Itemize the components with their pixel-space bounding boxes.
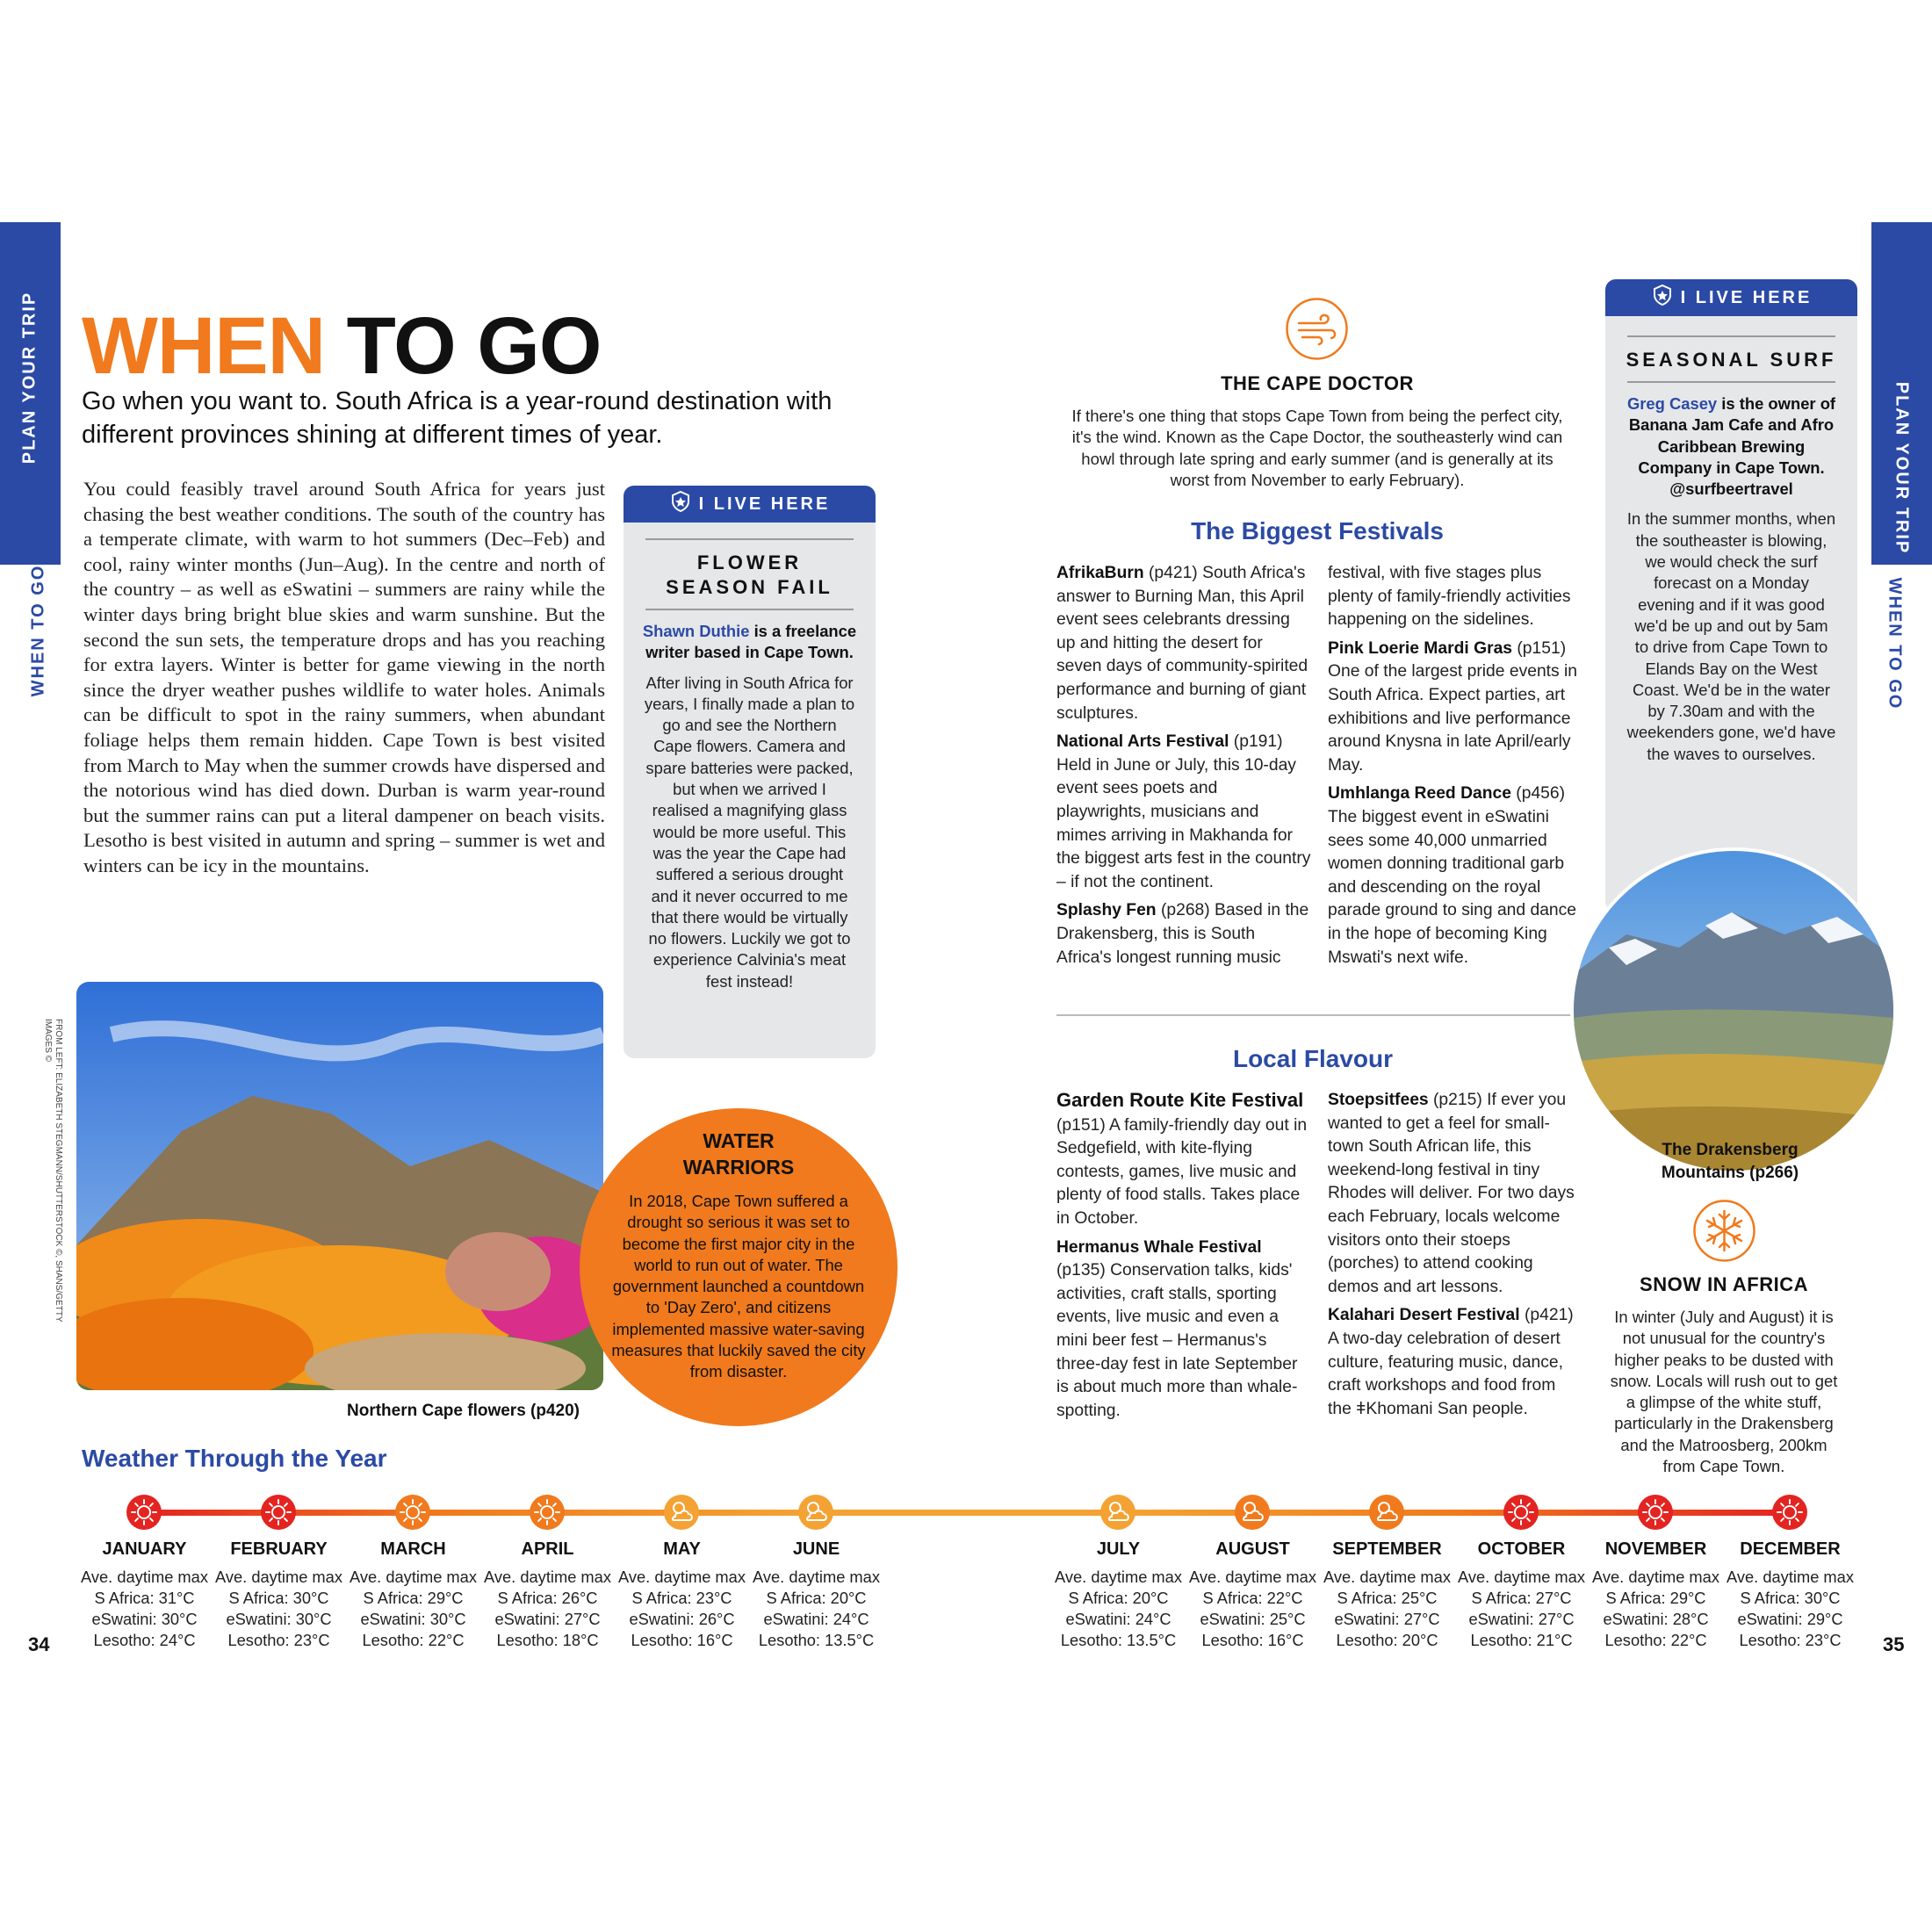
month-name: MARCH — [380, 1539, 446, 1559]
intro-text: Go when you want to. South Africa is a year-round destination with different provinces shining at different times of year. — [82, 387, 833, 449]
surf-box-title: SEASONAL SURF — [1626, 349, 1837, 371]
weather-month-july — [1055, 1539, 1182, 1651]
title-when: WHEN — [82, 301, 326, 391]
month-temp-line: Lesotho: 22°C — [362, 1631, 465, 1649]
month-name: FEBRUARY — [230, 1539, 328, 1559]
month-temp-line: Lesotho: 13.5°C — [758, 1631, 875, 1649]
month-temp-line: Ave. daytime max — [1592, 1568, 1719, 1586]
month-temp-line: S Africa: 31°C — [94, 1589, 195, 1607]
month-temp-line: eSwatini: 25°C — [1200, 1610, 1306, 1628]
month-temp-line: Ave. daytime max — [350, 1568, 477, 1586]
month-temp-line: eSwatini: 30°C — [91, 1610, 198, 1628]
weather-month-april — [484, 1539, 611, 1651]
month-name: OCTOBER — [1477, 1539, 1566, 1559]
shield-star-icon — [669, 490, 692, 518]
festivals-column-2 — [1328, 562, 1582, 975]
page-number-left: 34 — [28, 1633, 50, 1655]
month-temp-line: S Africa: 25°C — [1337, 1589, 1438, 1607]
month-temp-line: Ave. daytime max — [81, 1568, 208, 1586]
flower-box-title-line2: SEASON FAIL — [666, 576, 833, 598]
month-temp-line: Lesotho: 24°C — [93, 1631, 196, 1649]
surf-box-author — [1626, 393, 1836, 500]
cape-doctor-title: THE CAPE DOCTOR — [1221, 372, 1414, 394]
month-temp-line: S Africa: 27°C — [1471, 1589, 1572, 1607]
snowflake-icon — [1692, 1199, 1756, 1263]
weather-month-may — [618, 1539, 746, 1651]
sun-icon — [530, 1495, 565, 1530]
month-temp-line: Lesotho: 16°C — [1201, 1631, 1304, 1649]
water-warriors-title — [580, 1128, 898, 1180]
month-temp-line: Ave. daytime max — [1055, 1568, 1182, 1586]
month-temp-line: Lesotho: 13.5°C — [1060, 1631, 1177, 1649]
local-flavour-heading: Local Flavour — [1232, 1045, 1394, 1072]
festival-stoepsitfees: Stoepsitfees (p215) If ever you wanted to get a feel for small-town South African life, this weekend-long festival in tiny Rhodes will deliver. For two days each February, locals welcome visitors onto their stoeps (porches) to attend cooking demos and art lessons. — [1328, 1091, 1575, 1296]
month-temp-line: eSwatini: 28°C — [1603, 1610, 1709, 1628]
weather-month-june — [753, 1539, 880, 1651]
festival-hermanus-whale: Hermanus Whale Festival (p135) Conservation talks, kids' activities, craft stalls, sporting events, live music and even a mini beer fest – Hermanus's three-day fest in late September is about much more than whale-spotting. — [1056, 1237, 1298, 1420]
month-temp-line: eSwatini: 27°C — [494, 1610, 601, 1628]
month-name: MAY — [663, 1539, 701, 1559]
weather-month-october — [1458, 1539, 1585, 1651]
month-temp-line: Lesotho: 20°C — [1336, 1631, 1438, 1649]
sun-icon — [395, 1495, 430, 1530]
month-name: JULY — [1096, 1539, 1141, 1559]
flower-box-title — [624, 551, 876, 600]
weather-month-february — [215, 1539, 342, 1651]
festival-kalahari-desert: Kalahari Desert Festival (p421) A two-day celebration of desert culture, featuring music, dance, craft workshops and food from the ǂKhomani San people. — [1328, 1306, 1574, 1418]
month-temp-line: S Africa: 23°C — [631, 1589, 732, 1607]
weather-month-march — [350, 1539, 477, 1651]
month-temp-line: Lesotho: 23°C — [227, 1631, 330, 1649]
sun-icon — [261, 1495, 296, 1530]
month-temp-line: Lesotho: 16°C — [631, 1631, 733, 1649]
main-body-text: You could feasibly travel around South Africa for years just chasing the best weather conditions. The south of the country has a temperate climate, with warm to hot summers (Dec–Feb) and cool, rainy winter months (Jun–Aug). In the centre and north of the country – as well as eSwatini – summers are rainy while the winter days bring bright blue skies and warm sunshine. But the second the sun sets, the temperature drops and has you reaching for extra layers. Winter is better for game viewing in the north since the dryer weather pushes wildlife to water holes. Animals can be difficult to spot in the rainy summers, when abundant foliage helps them remain hidden. Cape Town is best visited from March to May when the summer crowds have dispersed and the notorious wind has died down. Durban is warm year-round but the summer rains can put a literal dampener on beach visits. Lesotho is best visited in autumn and spring – summer is wet and winters can be icy in the mountains. — [83, 478, 605, 876]
month-temp-line: Ave. daytime max — [215, 1568, 342, 1586]
surf-box-text: In the summer months, when the southeaster is blowing, we would check the surf forecast on a Monday evening and if it was good we'd be up and out by 5am to drive from Cape Town to Elands Bay on the West Coast. We'd be in the water by 7.30am and with the weekenders gone, we'd have the waves to ourselves. — [1626, 509, 1836, 763]
section-divider — [1056, 1014, 1583, 1016]
snow-title: SNOW IN AFRICA — [1640, 1273, 1808, 1295]
author-bio: is a freelance writer based in Cape Town. — [645, 622, 857, 662]
seasonal-surf-box — [1605, 279, 1857, 912]
wind-icon — [1285, 297, 1349, 361]
month-temp-line: eSwatini: 30°C — [360, 1610, 466, 1628]
month-temp-line: Ave. daytime max — [1458, 1568, 1585, 1586]
month-temp-line: S Africa: 30°C — [1740, 1589, 1841, 1607]
weather-month-january — [81, 1539, 208, 1651]
month-temp-line: eSwatini: 24°C — [763, 1610, 869, 1628]
sun-icon — [1503, 1495, 1539, 1530]
cloud-sun-icon — [1235, 1495, 1270, 1530]
month-temp-line: Ave. daytime max — [618, 1568, 746, 1586]
festival-national-arts: National Arts Festival (p191) Held in June or July, this 10-day event sees poets and playwrights, musicians and mimes arriving in Makhanda for the biggest arts fest in the country – if not the continent. — [1056, 732, 1311, 891]
month-name: AUGUST — [1215, 1539, 1290, 1559]
festival-afrikaburn: AfrikaBurn (p421) South Africa's answer to Burning Man, this April event sees celebrants dressing up and hitting the desert for seven days of community-spirited performance and burning of giant sculptures. — [1056, 564, 1308, 723]
snow-text: In winter (July and August) it is not unusual for the country's higher peaks to be dusted with snow. Locals will rush out to get a glimpse of the white stuff, particularly in the Drakensberg and the Matroosberg, 200km from Cape Town. — [1610, 1308, 1838, 1476]
month-temp-line: S Africa: 26°C — [497, 1589, 598, 1607]
month-temp-line: S Africa: 22°C — [1202, 1589, 1303, 1607]
flower-photo-caption: Northern Cape flowers (p420) — [347, 1402, 580, 1420]
cloud-sun-icon — [798, 1495, 833, 1530]
month-temp-line: S Africa: 20°C — [766, 1589, 867, 1607]
photo-credit: FROM LEFT: ELIZABETH STEGMANN/SHUTTERSTOCK ©, SHANS/GETTY IMAGES © — [43, 1019, 63, 1323]
month-temp-line: S Africa: 20°C — [1068, 1589, 1169, 1607]
title-to-go: TO GO — [346, 301, 602, 391]
flower-box-author — [641, 621, 858, 664]
festival-umhlanga: Umhlanga Reed Dance (p456) The biggest event in eSwatini sees some 40,000 unmarried women donning traditional garb and descending on the royal parade ground to sing and dance in the hope of becoming King Mswati's next wife. — [1328, 784, 1577, 967]
festival-garden-route-kite: Garden Route Kite Festival (p151) A family-friendly day out in Sedgefield, with kite-flying contests, games, live music and plenty of food stalls. Takes place in October. — [1056, 1089, 1308, 1228]
i-live-here-label: I LIVE HERE — [1680, 287, 1813, 307]
festival-pink-loerie: Pink Loerie Mardi Gras (p151) One of the largest pride events in South Africa. Expect parties, art exhibitions and live performance around Knysna in late April/early May. — [1328, 638, 1578, 775]
sun-icon — [1772, 1495, 1807, 1530]
month-temp-line: Ave. daytime max — [753, 1568, 880, 1586]
festivals-column-1 — [1056, 562, 1311, 975]
month-temp-line: eSwatini: 24°C — [1065, 1610, 1171, 1628]
month-temp-line: Lesotho: 23°C — [1739, 1631, 1842, 1649]
local-flavour-column-1 — [1056, 1089, 1311, 1428]
flower-season-box — [624, 486, 876, 1058]
month-temp-line: Ave. daytime max — [1727, 1568, 1854, 1586]
local-flavour-column-2 — [1328, 1089, 1582, 1426]
left-tab-when-label: WHEN TO GO — [28, 564, 48, 697]
left-tab-plan-label: PLAN YOUR TRIP — [19, 291, 40, 465]
month-temp-line: eSwatini: 27°C — [1334, 1610, 1440, 1628]
author-name: Greg Casey — [1626, 394, 1718, 413]
water-warriors-text: In 2018, Cape Town suffered a drought so serious it was set to become the first major city in the world to run out of water. The government launched a countdown to 'Day Zero', and citizens implemented massive water-saving measures that luckily saved the city from disaster. — [611, 1192, 866, 1381]
divider — [1627, 335, 1835, 337]
divider — [645, 538, 854, 540]
month-temp-line: S Africa: 29°C — [1605, 1589, 1706, 1607]
month-name: NOVEMBER — [1604, 1539, 1707, 1559]
month-temp-line: S Africa: 30°C — [228, 1589, 329, 1607]
month-temp-line: eSwatini: 26°C — [629, 1610, 735, 1628]
weather-month-november — [1592, 1539, 1719, 1651]
water-warriors-title-line1: WATER — [703, 1129, 775, 1152]
cloud-sun-icon — [1369, 1495, 1404, 1530]
month-name: SEPTEMBER — [1332, 1539, 1442, 1559]
cloud-sun-icon — [664, 1495, 699, 1530]
flower-box-title-line1: FLOWER — [696, 551, 803, 573]
right-tab-when-label: WHEN TO GO — [1885, 577, 1905, 710]
page-number-right: 35 — [1883, 1633, 1905, 1655]
month-temp-line: Lesotho: 21°C — [1470, 1631, 1573, 1649]
weather-heading: Weather Through the Year — [82, 1445, 387, 1472]
drakensberg-caption: The Drakensberg Mountains (p266) — [1661, 1141, 1799, 1182]
month-temp-line: Ave. daytime max — [484, 1568, 611, 1586]
month-temp-line: eSwatini: 29°C — [1737, 1610, 1843, 1628]
month-name: APRIL — [521, 1539, 574, 1559]
cape-doctor-text: If there's one thing that stops Cape Town from being the perfect city, it's the wind. Known as the Cape Doctor, the southeasterly wind can howl through late spring and early summer (and is generally at its worst from November to early February). — [1071, 407, 1563, 490]
sun-icon — [126, 1495, 162, 1530]
flower-box-text: After living in South Africa for years, I finally made a plan to go and see the Northern Cape flowers. Camera and spare batteries were packed, but when we arrived I realised a magnifying glass would be more useful. This was the year the Cape had suffered a serious drought and it never occurred to me that there would be virtually no flowers. Luckily we got to experience Calvinia's meat fest instead! — [644, 673, 855, 991]
water-warriors-title-line2: WARRIORS — [682, 1156, 795, 1179]
divider — [645, 609, 854, 610]
month-temp-line: Lesotho: 22°C — [1604, 1631, 1707, 1649]
month-name: JANUARY — [102, 1539, 187, 1559]
festival-splashy-fen-continued: festival, with five stages plus plenty of family-friendly activities happening on the sidelines. — [1328, 564, 1571, 630]
i-live-here-label: I LIVE HERE — [698, 494, 831, 514]
month-temp-line: Ave. daytime max — [1189, 1568, 1316, 1586]
month-temp-line: eSwatini: 27°C — [1468, 1610, 1575, 1628]
northern-cape-flowers-photo — [76, 982, 603, 1390]
weather-timeline — [144, 1510, 1789, 1516]
divider — [1627, 381, 1835, 383]
month-temp-line: Lesotho: 18°C — [496, 1631, 599, 1649]
drakensberg-photo — [1570, 847, 1897, 1174]
month-temp-line: Ave. daytime max — [1323, 1568, 1451, 1586]
month-name: JUNE — [792, 1539, 840, 1559]
i-live-here-header — [624, 486, 876, 523]
biggest-festivals-heading: The Biggest Festivals — [1191, 517, 1444, 544]
month-temp-line: eSwatini: 30°C — [226, 1610, 332, 1628]
water-warriors-circle — [580, 1108, 898, 1426]
month-name: DECEMBER — [1740, 1539, 1841, 1559]
author-bio: is the owner of Banana Jam Cafe and Afro Caribbean Brewing Company in Cape Town. @surfbeertravel — [1628, 394, 1836, 499]
shield-star-icon — [1651, 284, 1674, 312]
author-name: Shawn Duthie — [642, 622, 750, 640]
i-live-here-header — [1605, 279, 1857, 316]
right-tab-plan-label: PLAN YOUR TRIP — [1892, 381, 1912, 555]
weather-month-december — [1727, 1539, 1854, 1651]
sun-icon — [1638, 1495, 1673, 1530]
page-title — [82, 301, 602, 391]
weather-month-august — [1189, 1539, 1316, 1651]
weather-month-september — [1323, 1539, 1451, 1651]
month-temp-line: S Africa: 29°C — [363, 1589, 464, 1607]
cloud-sun-icon — [1100, 1495, 1135, 1530]
festival-splashy-fen: Splashy Fen (p268) Based in the Drakensberg, this is South Africa's longest running music — [1056, 901, 1309, 967]
